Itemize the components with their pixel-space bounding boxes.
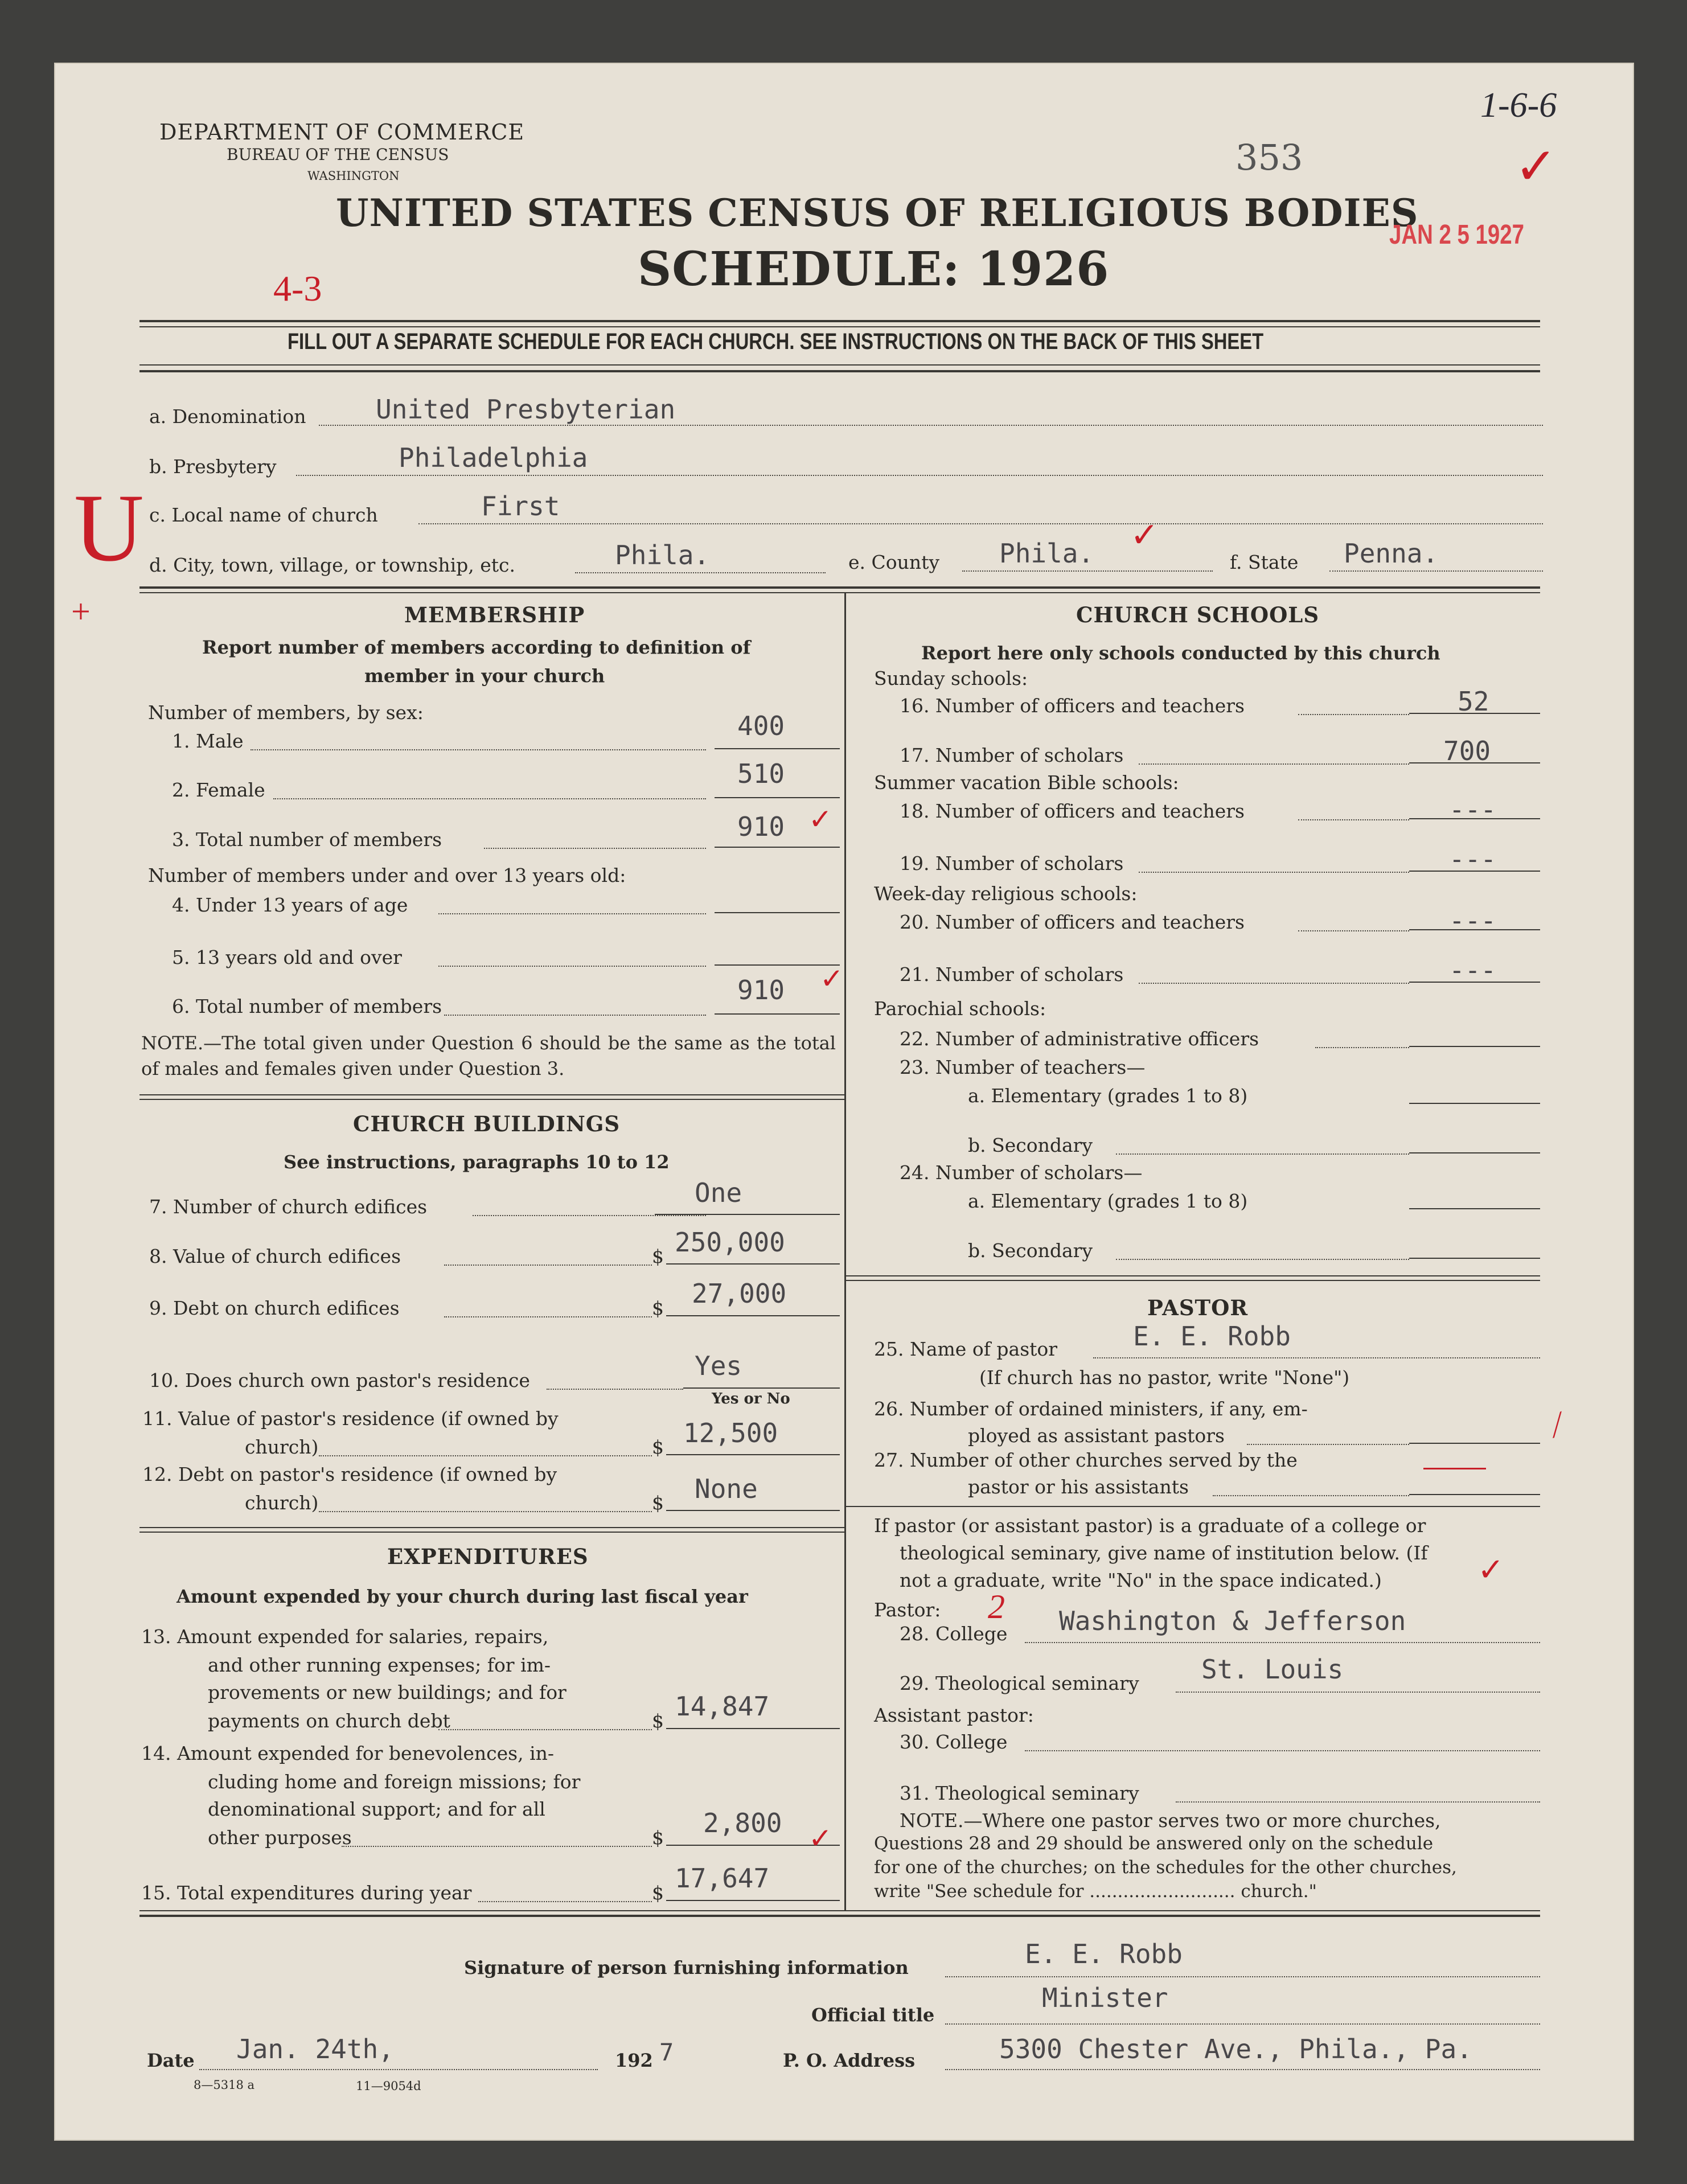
members-by-sex-label: Number of members, by sex: <box>148 701 424 724</box>
q19-label: 19. Number of scholars <box>900 852 1124 875</box>
fill-line <box>1176 1801 1540 1803</box>
answer-line <box>1409 1494 1540 1495</box>
fill-line <box>273 798 706 799</box>
q16-label: 16. Number of officers and teachers <box>900 695 1245 717</box>
answer-line <box>666 1454 840 1455</box>
q27-label-cont: pastor or his assistants <box>968 1476 1189 1498</box>
city-label: d. City, town, village, or township, etc. <box>149 554 516 576</box>
q10-label: 10. Does church own pastor's residence <box>149 1369 530 1391</box>
yes-no-hint: Yes or No <box>712 1390 790 1407</box>
q25-note: (If church has no pastor, write "None") <box>979 1366 1350 1389</box>
answer-line <box>715 847 840 848</box>
fill-line <box>1247 1444 1409 1445</box>
local-name-label: c. Local name of church <box>149 504 378 526</box>
q23-label: 23. Number of teachers— <box>900 1056 1146 1078</box>
check-mark-icon: ✓ <box>1477 1553 1504 1588</box>
fill-line <box>945 2069 1540 2070</box>
answer-line <box>1409 1443 1540 1444</box>
q24b-label: b. Secondary <box>968 1239 1093 1262</box>
schools-subheading: Report here only schools conducted by this church <box>921 642 1440 664</box>
answer-line <box>715 797 840 798</box>
schedule-number: 353 <box>1236 137 1303 178</box>
divider <box>846 1506 1540 1507</box>
city-field[interactable]: Phila. <box>615 540 710 570</box>
fill-line <box>418 523 1543 524</box>
po-address-field[interactable]: 5300 Chester Ave., Phila., Pa. <box>999 2034 1472 2064</box>
expenditures-heading: EXPENDITURES <box>387 1544 589 1569</box>
date-field[interactable]: Jan. 24th, <box>236 2034 394 2064</box>
sunday-schools-label: Sunday schools: <box>874 667 1028 689</box>
answer-line <box>683 1387 840 1389</box>
q18-summer-officers-field[interactable]: --- <box>1449 794 1497 825</box>
margin-plus: + <box>71 593 91 630</box>
q12-label-cont: church) <box>245 1492 319 1514</box>
county-label: e. County <box>848 551 940 573</box>
check-mark-icon: ⁄ <box>1548 1406 1566 1443</box>
form-title: UNITED STATES CENSUS OF RELIGIOUS BODIES <box>336 191 1419 235</box>
local-name-field[interactable]: First <box>481 491 560 522</box>
q12-label: 12. Debt on pastor's residence (if owned by <box>142 1463 557 1485</box>
q29-label: 29. Theological seminary <box>900 1672 1139 1694</box>
divider <box>139 326 1540 327</box>
answer-line <box>715 912 840 913</box>
expenditures-subheading: Amount expended by your church during last fiscal year <box>177 1586 748 1607</box>
schedule-title: SCHEDULE: 1926 <box>638 242 1110 297</box>
q10-residence-field[interactable]: Yes <box>695 1350 742 1381</box>
dollar-sign: $ <box>652 1882 664 1904</box>
q14-label-cont: denominational support; and for all <box>208 1798 545 1820</box>
q23b-label: b. Secondary <box>968 1134 1093 1156</box>
graduate-note-cont: theological seminary, give name of institution below. (If <box>900 1542 1428 1564</box>
signature-label: Signature of person furnishing information <box>464 1957 909 1978</box>
divider <box>139 1099 844 1100</box>
graduate-note-cont: not a graduate, write "No" in the space indicated.) <box>900 1569 1382 1591</box>
bureau-name: BUREAU OF THE CENSUS <box>227 145 449 164</box>
q24-label: 24. Number of scholars— <box>900 1161 1143 1184</box>
assistant-pastor-label: Assistant pastor: <box>874 1704 1034 1726</box>
pastor-note-cont: Questions 28 and 29 should be answered only on the schedule <box>874 1833 1434 1854</box>
q24a-label: a. Elementary (grades 1 to 8) <box>968 1190 1248 1212</box>
instructions-bar: FILL OUT A SEPARATE SCHEDULE FOR EACH CHURCH. SEE INSTRUCTIONS ON THE BACK OF THIS SHEET <box>288 329 1264 354</box>
check-mark-icon: ✓ <box>808 1822 832 1854</box>
q30-label: 30. College <box>900 1731 1008 1753</box>
members-by-age-label: Number of members under and over 13 years old: <box>148 864 626 886</box>
q14-label-cont: other purposes <box>208 1826 352 1849</box>
state-field[interactable]: Penna. <box>1344 538 1439 569</box>
dollar-sign: $ <box>652 1492 664 1514</box>
divider <box>846 1280 1540 1281</box>
check-mark-icon: ✓ <box>1514 139 1558 195</box>
divider <box>139 370 1540 372</box>
q11-residence-value-field[interactable]: 12,500 <box>683 1418 778 1448</box>
q13-label-cont: and other running expenses; for im- <box>208 1654 551 1676</box>
fill-line <box>1298 930 1409 931</box>
divider <box>139 320 1540 322</box>
fill-line <box>1116 1153 1409 1155</box>
city-name: WASHINGTON <box>307 169 400 183</box>
fill-line <box>1025 1750 1540 1751</box>
fill-line <box>342 1846 652 1847</box>
q17-sunday-scholars-field[interactable]: 700 <box>1443 736 1491 766</box>
divider <box>139 586 1540 589</box>
official-title-field[interactable]: Minister <box>1042 1982 1168 2013</box>
q14-label-cont: cluding home and foreign missions; for <box>208 1771 581 1793</box>
q7-label: 7. Number of church edifices <box>149 1196 428 1218</box>
fill-line <box>478 1901 652 1902</box>
dollar-sign: $ <box>652 1710 664 1732</box>
pastor-heading: PASTOR <box>1147 1295 1249 1320</box>
q19-summer-scholars-field[interactable]: --- <box>1449 844 1497 875</box>
q9-label: 9. Debt on church edifices <box>149 1297 400 1319</box>
fill-line <box>251 749 706 750</box>
q25-pastor-name-field[interactable]: E. E. Robb <box>1133 1321 1291 1352</box>
answer-line <box>666 1315 840 1316</box>
year-digit-field[interactable]: 7 <box>659 2038 674 2066</box>
graduate-note: If pastor (or assistant pastor) is a graduate of a college or <box>874 1514 1426 1537</box>
fill-line <box>1329 570 1543 572</box>
membership-heading: MEMBERSHIP <box>404 602 585 627</box>
q12-residence-debt-field[interactable]: None <box>695 1473 758 1504</box>
fill-line <box>1315 1047 1409 1048</box>
q25-label: 25. Name of pastor <box>874 1338 1058 1360</box>
fill-line <box>319 1511 652 1512</box>
denomination-field[interactable]: United Presbyterian <box>376 394 676 425</box>
check-mark-icon: ✓ <box>1130 516 1159 554</box>
fill-line <box>1176 1692 1540 1693</box>
membership-subheading: Report number of members according to definition of <box>202 637 751 658</box>
corner-code: 1-6-6 <box>1480 86 1557 125</box>
weekday-schools-label: Week-day religious schools: <box>874 882 1138 905</box>
county-field[interactable]: Phila. <box>999 538 1094 569</box>
pastor-note: NOTE.—Where one pastor serves two or more churches, <box>900 1809 1441 1832</box>
fill-line <box>438 1729 652 1730</box>
divider <box>139 1910 1540 1911</box>
fill-line <box>473 1215 706 1216</box>
divider <box>139 592 1540 593</box>
check-mark-icon: ✓ <box>820 963 844 995</box>
q5-label: 5. 13 years old and over <box>172 946 402 968</box>
q13-label-cont: provements or new buildings; and for <box>208 1681 567 1703</box>
divider <box>139 1915 1540 1917</box>
q14-label: 14. Amount expended for benevolences, in- <box>141 1742 555 1764</box>
membership-note: NOTE.—The total given under Question 6 should be the same as the total of males and females given under Question 3. <box>141 1032 836 1079</box>
fill-line <box>547 1389 683 1390</box>
q17-label: 17. Number of scholars <box>900 744 1124 766</box>
fill-line <box>1298 819 1409 820</box>
pastor-note-cont: for one of the churches; on the schedules for the other churches, <box>874 1857 1457 1878</box>
q4-label: 4. Under 13 years of age <box>172 894 408 916</box>
fill-line <box>438 966 706 967</box>
received-stamp: JAN 2 5 1927 <box>1389 220 1524 250</box>
answer-line <box>666 1510 840 1511</box>
q7-edifices-field[interactable]: One <box>695 1177 742 1208</box>
fill-line <box>945 2023 1540 2025</box>
membership-subheading: member in your church <box>364 665 605 687</box>
q2-female-field[interactable]: 510 <box>737 758 785 789</box>
divider <box>846 1275 1540 1276</box>
q6-label: 6. Total number of members <box>172 995 442 1017</box>
answer-line <box>666 1263 840 1265</box>
signature-field[interactable]: E. E. Robb <box>1025 1939 1183 1969</box>
dollar-sign: $ <box>652 1436 664 1458</box>
q20-label: 20. Number of officers and teachers <box>900 911 1245 933</box>
dollar-sign: $ <box>652 1826 664 1849</box>
q21-weekday-scholars-field[interactable]: --- <box>1449 955 1497 986</box>
denomination-label: a. Denomination <box>149 405 306 428</box>
answer-line <box>666 1900 840 1901</box>
fill-line <box>945 1976 1540 1977</box>
q27-label: 27. Number of other churches served by the <box>874 1449 1298 1471</box>
fill-line <box>962 570 1213 572</box>
fill-line <box>319 1455 652 1456</box>
q11-label-cont: church) <box>245 1436 319 1458</box>
q6-total-field[interactable]: 910 <box>737 975 785 1005</box>
q29-seminary-field[interactable]: St. Louis <box>1201 1654 1344 1685</box>
divider <box>139 1532 844 1533</box>
q11-label: 11. Value of pastor's residence (if owned by <box>142 1407 559 1430</box>
column-divider <box>844 592 846 1910</box>
q3-total-field[interactable]: 910 <box>737 811 785 842</box>
q8-label: 8. Value of church edifices <box>149 1245 401 1267</box>
check-mark-icon: ✓ <box>808 803 832 835</box>
q16-sunday-officers-field[interactable]: 52 <box>1458 686 1489 717</box>
parochial-schools-label: Parochial schools: <box>874 997 1046 1020</box>
q9-debt-field[interactable]: 27,000 <box>692 1278 787 1309</box>
answer-line <box>715 1013 840 1015</box>
schools-heading: CHURCH SCHOOLS <box>1076 602 1320 627</box>
q13-running-expenses-field[interactable]: 14,847 <box>675 1691 770 1722</box>
po-address-label: P. O. Address <box>783 2050 916 2071</box>
fill-line <box>319 425 1543 426</box>
presbytery-field[interactable]: Philadelphia <box>399 442 588 473</box>
dollar-sign: $ <box>652 1297 664 1319</box>
answer-line <box>1409 1152 1540 1153</box>
answer-line <box>1409 1046 1540 1047</box>
fill-line <box>575 572 826 573</box>
fill-line <box>438 913 706 914</box>
year-label: 192 <box>615 2050 653 2071</box>
q26-label: 26. Number of ordained ministers, if any, em- <box>874 1398 1308 1420</box>
q18-label: 18. Number of officers and teachers <box>900 800 1245 822</box>
fill-line <box>444 1015 706 1016</box>
fill-line <box>1139 872 1409 873</box>
q1-label: 1. Male <box>172 730 244 752</box>
q3-label: 3. Total number of members <box>172 828 442 851</box>
q22-label: 22. Number of administrative officers <box>900 1028 1259 1050</box>
official-title-label: Official title <box>811 2004 935 2026</box>
pastor-label: Pastor: <box>874 1599 941 1621</box>
fill-line <box>1139 983 1409 984</box>
q13-label: 13. Amount expended for salaries, repairs, <box>141 1625 549 1648</box>
margin-code: 4-3 <box>273 268 322 309</box>
q28-college-field[interactable]: Washington & Jefferson <box>1059 1606 1406 1636</box>
q13-label-cont: payments on church debt <box>208 1710 450 1732</box>
q15-total-expenditures-field[interactable]: 17,647 <box>675 1863 770 1894</box>
fill-line <box>1139 763 1409 765</box>
fill-line <box>484 848 706 849</box>
fill-line <box>1213 1495 1409 1496</box>
answer-line <box>666 1728 840 1729</box>
q15-label: 15. Total expenditures during year <box>141 1882 472 1904</box>
divider <box>139 1527 844 1528</box>
red-underline <box>1423 1468 1486 1469</box>
fill-line <box>199 2069 598 2070</box>
q2-label: 2. Female <box>172 779 265 801</box>
pastor-note-cont: write "See schedule for .......................... church." <box>874 1881 1317 1902</box>
q23a-label: a. Elementary (grades 1 to 8) <box>968 1085 1248 1107</box>
q21-label: 21. Number of scholars <box>900 963 1124 986</box>
buildings-subheading: See instructions, paragraphs 10 to 12 <box>284 1151 670 1173</box>
presbytery-label: b. Presbytery <box>149 455 277 478</box>
state-label: f. State <box>1230 551 1299 573</box>
q1-male-field[interactable]: 400 <box>737 711 785 741</box>
answer-line <box>1409 1103 1540 1104</box>
form-number: 8—5318 a <box>194 2078 255 2092</box>
answer-line <box>655 1214 840 1215</box>
pastor-mark: 2 <box>988 1588 1005 1625</box>
fill-line <box>1093 1357 1540 1358</box>
divider <box>139 364 1540 366</box>
fill-line <box>296 475 1543 476</box>
buildings-heading: CHURCH BUILDINGS <box>353 1111 621 1136</box>
department-name: DEPARTMENT OF COMMERCE <box>159 120 525 145</box>
fill-line <box>1116 1259 1409 1260</box>
date-label: Date <box>147 2050 195 2071</box>
fill-line <box>1025 1642 1540 1643</box>
divider <box>139 1094 844 1095</box>
q20-weekday-officers-field[interactable]: --- <box>1449 905 1497 936</box>
q28-label: 28. College <box>900 1623 1008 1645</box>
fill-line <box>444 1316 652 1317</box>
q26-label-cont: ployed as assistant pastors <box>968 1424 1225 1447</box>
summer-schools-label: Summer vacation Bible schools: <box>874 771 1179 794</box>
fill-line <box>1298 714 1409 715</box>
answer-line <box>1409 1208 1540 1209</box>
print-code: 11—9054d <box>356 2079 421 2093</box>
margin-letter: U <box>74 474 144 581</box>
q8-value-field[interactable]: 250,000 <box>675 1227 785 1258</box>
q14-benevolences-field[interactable]: 2,800 <box>703 1808 782 1838</box>
q31-label: 31. Theological seminary <box>900 1782 1139 1804</box>
answer-line <box>1409 1258 1540 1259</box>
fill-line <box>444 1265 652 1266</box>
dollar-sign: $ <box>652 1245 664 1267</box>
answer-line <box>715 748 840 749</box>
